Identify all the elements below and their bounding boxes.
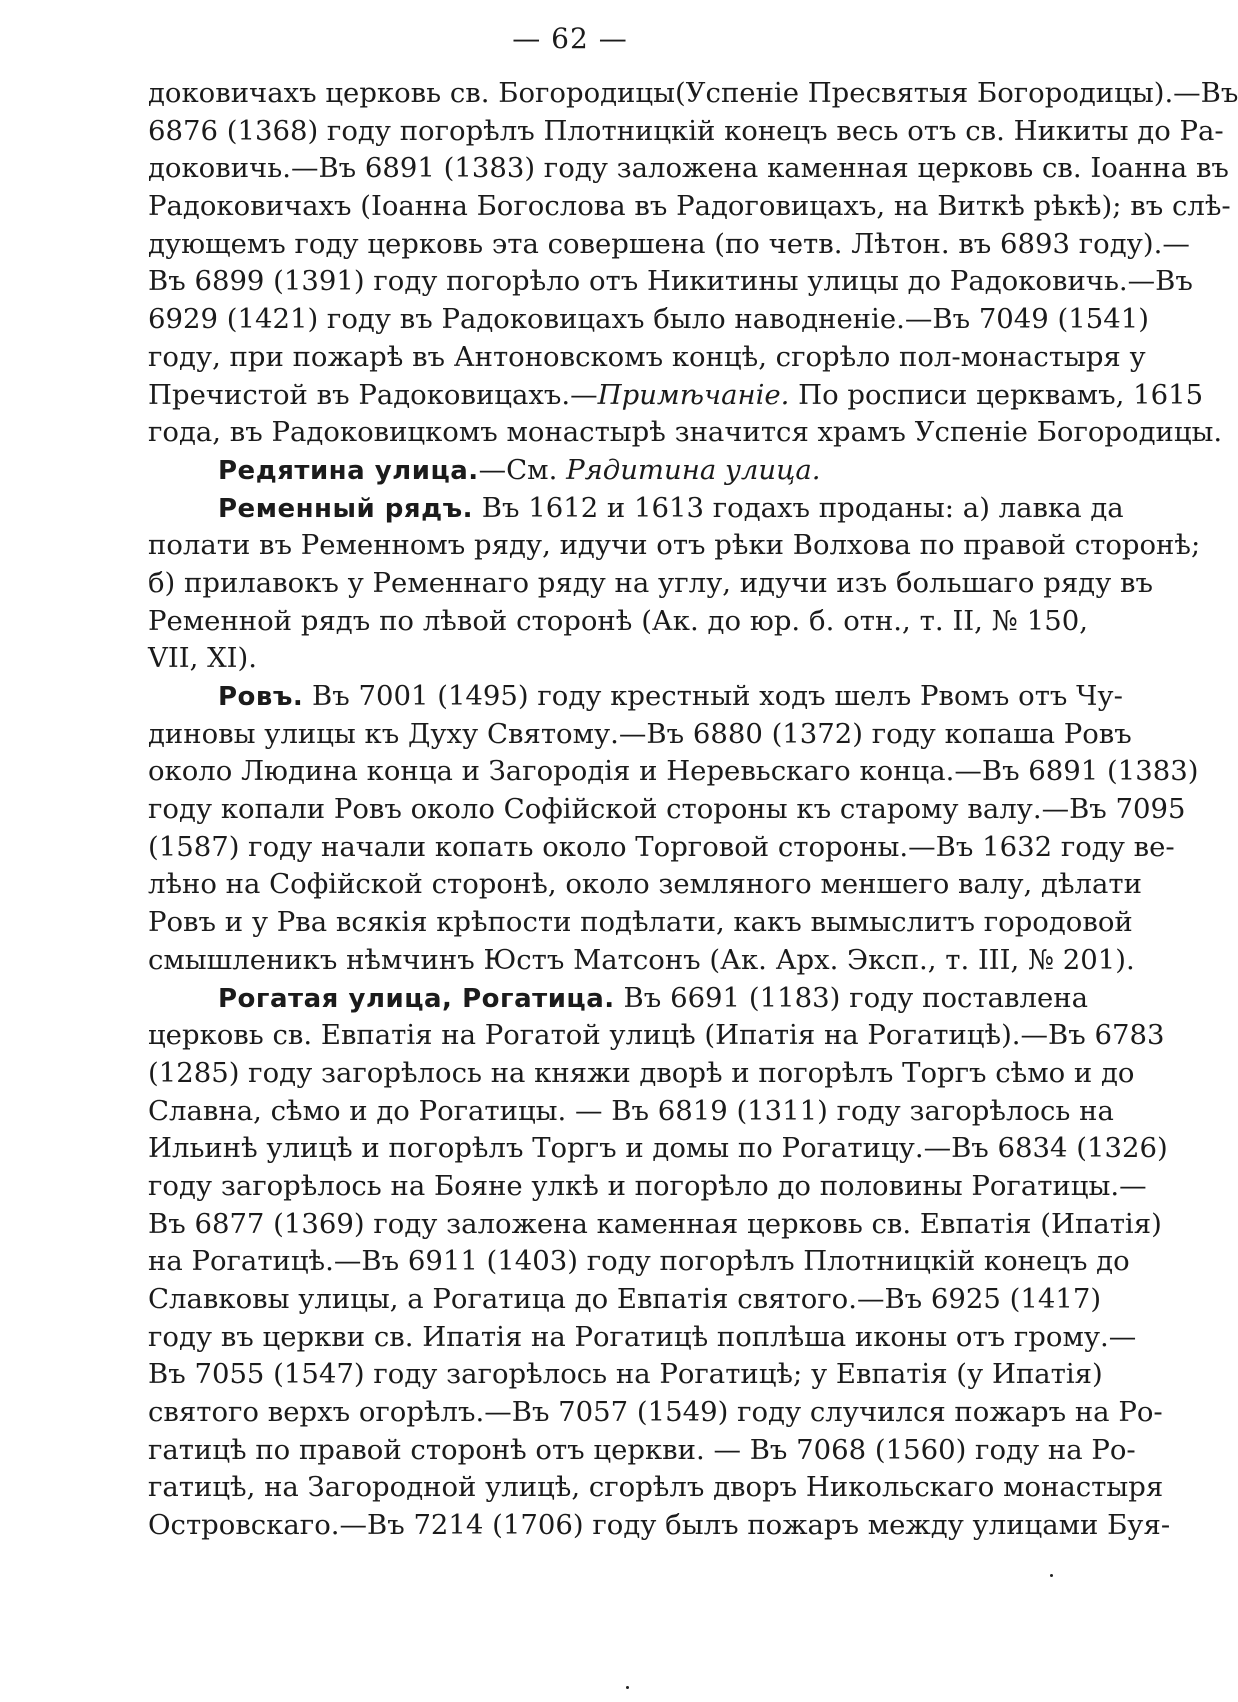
headword: Рогатая улица, Рогатица.: [218, 983, 615, 1014]
entry-rogataya-ulitsa: [148, 980, 1088, 1018]
text-line: Ровъ и у Рва всякія крѣпости подѣлати, какъ вымыслитъ городовой: [148, 906, 1133, 939]
text-line: (1587) году начали копать около Торговой стороны.—Въ 1632 году ве-: [148, 830, 1175, 863]
see-text: —См.: [478, 453, 567, 486]
text-line: диновы улицы къ Духу Святому.—Въ 6880 (1372) году копаша Ровъ: [148, 717, 1132, 750]
text-line: б) прилавокъ у Ременнаго ряду на углу, идучи изъ большаго ряду въ: [148, 566, 1153, 599]
entry-redyatina: [148, 452, 1088, 490]
dictionary-text: [148, 75, 1238, 1545]
scan-speck: [626, 1686, 629, 1689]
text-line: 6929 (1421) году въ Радоковицахъ было наводненіе.—Въ 7049 (1541): [148, 303, 1149, 336]
text-line: полати въ Ременномъ ряду, идучи отъ рѣки Волхова по правой сторонѣ;: [148, 529, 1201, 562]
headword: Ременный рядъ.: [218, 493, 474, 524]
text-line: доковичахъ церковь св. Богородицы(Успеніе Пресвятыя Богородицы).—Въ: [148, 77, 1238, 109]
text-line: году, при пожарѣ въ Антоновскомъ концѣ, сгорѣло пол-монастыря у: [148, 340, 1146, 373]
scan-speck: [1050, 1574, 1053, 1577]
note-line: [148, 377, 1204, 415]
text-line: на Рогатицѣ.—Въ 6911 (1403) году погорѣлъ Плотницкій конецъ до: [148, 1245, 1130, 1278]
text-line: гатицѣ по правой сторонѣ отъ церкви. — Въ 7068 (1560) году на Ро-: [148, 1433, 1136, 1466]
note-line-rest: По росписи церквамъ, 1615: [789, 378, 1204, 411]
text-line: Ильинѣ улицѣ и погорѣлъ Торгъ и домы по Рогатицу.—Въ 6834 (1326): [148, 1132, 1168, 1165]
entry-remenny-ryad: [148, 490, 1124, 528]
headword: Редятина улица.: [218, 455, 479, 486]
note-label: Примѣчаніе.: [597, 378, 790, 411]
note-line-start: Пречистой въ Радоковицахъ.—: [148, 378, 598, 411]
text-line: доковичь.—Въ 6891 (1383) году заложена каменная церковь св. Іоанна въ: [148, 152, 1229, 185]
text-line: Въ 7001 (1495) году крестный ходъ шелъ Рвомъ отъ Чу-: [303, 680, 1123, 712]
page-number: — 62 —: [512, 22, 628, 55]
text-line: VII, XI).: [148, 642, 257, 675]
text-line: 6876 (1368) году погорѣлъ Плотницкій конецъ весь отъ св. Никиты до Ра-: [148, 114, 1224, 147]
text-line: Въ 1612 и 1613 годахъ проданы: а) лавка да: [473, 491, 1124, 524]
text-line: Въ 7055 (1547) году загорѣлось на Рогатицѣ; у Евпатія (у Ипатія): [148, 1358, 1103, 1391]
text-line: Въ 6877 (1369) году заложена каменная церковь св. Евпатія (Ипатія): [148, 1207, 1162, 1240]
text-line: дующемъ году церковь эта совершена (по четв. Лѣтон. въ 6893 году).—: [148, 227, 1190, 260]
entry-rov: [148, 678, 1123, 716]
text-line: Радоковичахъ (Іоанна Богослова въ Радоговицахъ, на Виткѣ рѣкѣ); въ слѣ-: [148, 190, 1231, 223]
text-line: Въ 6691 (1183) году поставлена: [614, 981, 1089, 1014]
text-line: Славковы улицы, а Рогатица до Евпатія святого.—Въ 6925 (1417): [148, 1283, 1102, 1315]
text-line: Славна, сѣмо и до Рогатицы. — Въ 6819 (1311) году загорѣлось на: [148, 1094, 1114, 1127]
text-line: Въ 6899 (1391) году погорѣло отъ Никитины улицы до Радоковичь.—Въ: [148, 265, 1193, 298]
text-line: святого верхъ огорѣлъ.—Въ 7057 (1549) году случился пожаръ на Ро-: [148, 1396, 1163, 1429]
text-line: смышленикъ нѣмчинъ Юстъ Матсонъ (Ак. Арх. Эксп., т. III, № 201).: [148, 943, 1135, 976]
text-line: (1285) году загорѣлось на княжи дворѣ и погорѣлъ Торгъ сѣмо и до: [148, 1056, 1135, 1089]
cross-reference: Рядитина улица.: [566, 453, 821, 486]
text-line: году копали Ровъ около Софійской стороны къ старому валу.—Въ 7095: [148, 793, 1186, 826]
headword: Ровъ.: [218, 682, 304, 712]
text-line: лѣно на Софійской сторонѣ, около земляного меншего валу, дѣлати: [148, 868, 1142, 901]
text-line: году загорѣлось на Бояне улкѣ и погорѣло до половины Рогатицы.—: [148, 1169, 1147, 1202]
text-line: году въ церкви св. Ипатія на Рогатицѣ поплѣша иконы отъ грому.—: [148, 1320, 1137, 1353]
text-line: около Людина конца и Загородія и Неревьскаго конца.—Въ 6891 (1383): [148, 755, 1199, 788]
text-line: гатицѣ, на Загородной улицѣ, сгорѣлъ дворъ Никольскаго монастыря: [148, 1471, 1164, 1504]
text-line: Ременной рядъ по лѣвой сторонѣ (Ак. до юр. б. отн., т. II, № 150,: [148, 604, 1088, 637]
text-line: года, въ Радоковицкомъ монастырѣ значится храмъ Успеніе Богородицы.: [148, 416, 1223, 449]
text-line: Островскаго.—Въ 7214 (1706) году былъ пожаръ между улицами Буя-: [148, 1509, 1171, 1542]
text-line: церковь св. Евпатія на Рогатой улицѣ (Ипатія на Рогатицѣ).—Въ 6783: [148, 1019, 1165, 1052]
